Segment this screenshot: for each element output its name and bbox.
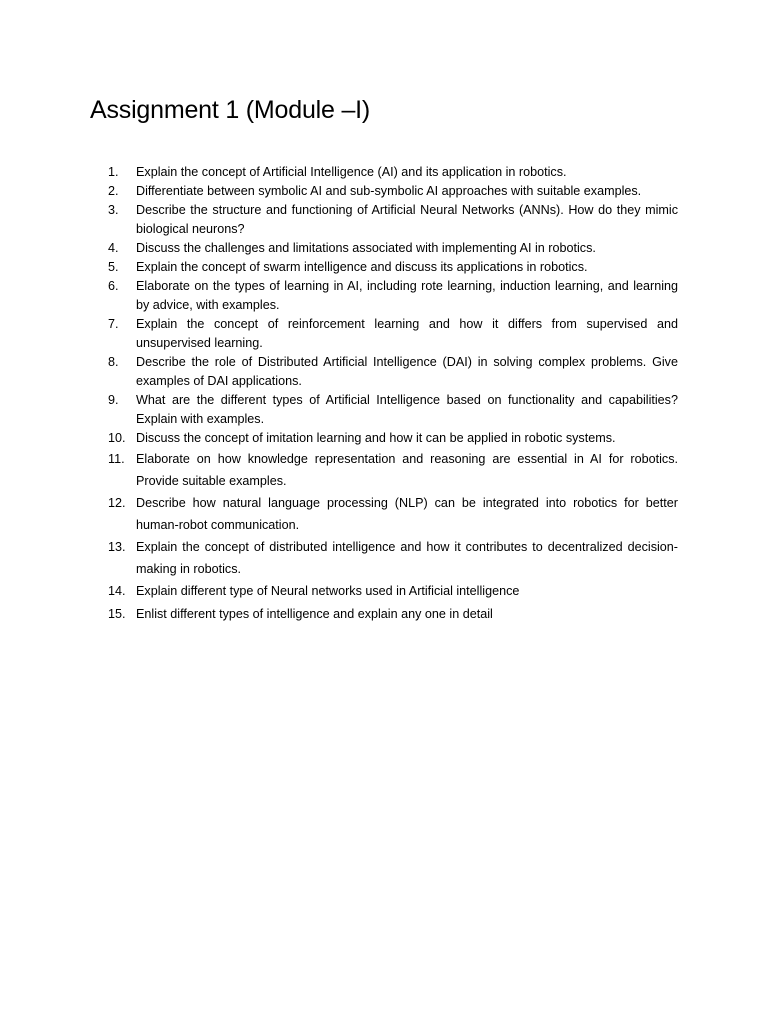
question-number: 9. (108, 393, 119, 407)
question-number: 14. (108, 584, 126, 598)
question-text: Explain the concept of reinforcement learning and how it differs from supervised and unsupervised learning. (136, 317, 678, 350)
question-number: 12. (108, 496, 126, 510)
question-item (108, 449, 678, 492)
question-text: Elaborate on the types of learning in AI, including rote learning, induction learning, and learning by advice, with examples. (136, 279, 678, 312)
question-text: Describe the role of Distributed Artificial Intelligence (DAI) in solving complex problems. Give examples of DAI applications. (136, 355, 678, 388)
question-text: Explain different type of Neural networks used in Artificial intelligence (136, 584, 520, 598)
question-text: Differentiate between symbolic AI and sub-symbolic AI approaches with suitable examples. (136, 184, 642, 198)
question-text: Describe how natural language processing (NLP) can be integrated into robotics for better human-robot communication. (136, 496, 678, 532)
question-number: 10. (108, 431, 126, 445)
question-text: Explain the concept of swarm intelligence and discuss its applications in robotics. (136, 260, 588, 274)
question-number: 7. (108, 317, 119, 331)
question-number: 8. (108, 355, 119, 369)
question-item (108, 163, 678, 182)
question-list (108, 163, 678, 625)
question-text: Explain the concept of distributed intelligence and how it contributes to decentralized decision-making in robotics. (136, 540, 678, 576)
question-item (108, 258, 678, 277)
question-number: 6. (108, 279, 119, 293)
question-text: Discuss the challenges and limitations associated with implementing AI in robotics. (136, 241, 596, 255)
question-item (108, 391, 678, 429)
question-item (108, 315, 678, 353)
question-number: 15. (108, 606, 126, 621)
question-number: 11. (108, 452, 125, 466)
question-item (108, 604, 678, 626)
question-item (108, 277, 678, 315)
question-item (108, 493, 678, 536)
question-text: Describe the structure and functioning of Artificial Neural Networks (ANNs). How do they mimic biological neurons? (136, 203, 678, 236)
question-item (108, 353, 678, 391)
question-number: 4. (108, 241, 119, 255)
page-title: Assignment 1 (Module –I) (90, 96, 371, 124)
question-number: 1. (108, 165, 119, 179)
question-number: 2. (108, 184, 119, 198)
question-number: 13. (108, 540, 126, 554)
question-text: Enlist different types of intelligence and explain any one in detail (136, 606, 493, 621)
question-item (108, 201, 678, 239)
question-text: Elaborate on how knowledge representation and reasoning are essential in AI for robotics. Provide suitable examples. (136, 452, 678, 488)
question-item (108, 182, 678, 201)
question-number: 5. (108, 260, 119, 274)
question-item (108, 537, 678, 580)
question-item (108, 429, 678, 448)
question-text: What are the different types of Artificial Intelligence based on functionality and capabilities? Explain with examples. (136, 393, 678, 426)
question-item (108, 239, 678, 258)
question-item (108, 581, 678, 603)
question-text: Discuss the concept of imitation learning and how it can be applied in robotic systems. (136, 431, 616, 445)
question-text: Explain the concept of Artificial Intelligence (AI) and its application in robotics. (136, 165, 567, 179)
question-number: 3. (108, 203, 119, 217)
